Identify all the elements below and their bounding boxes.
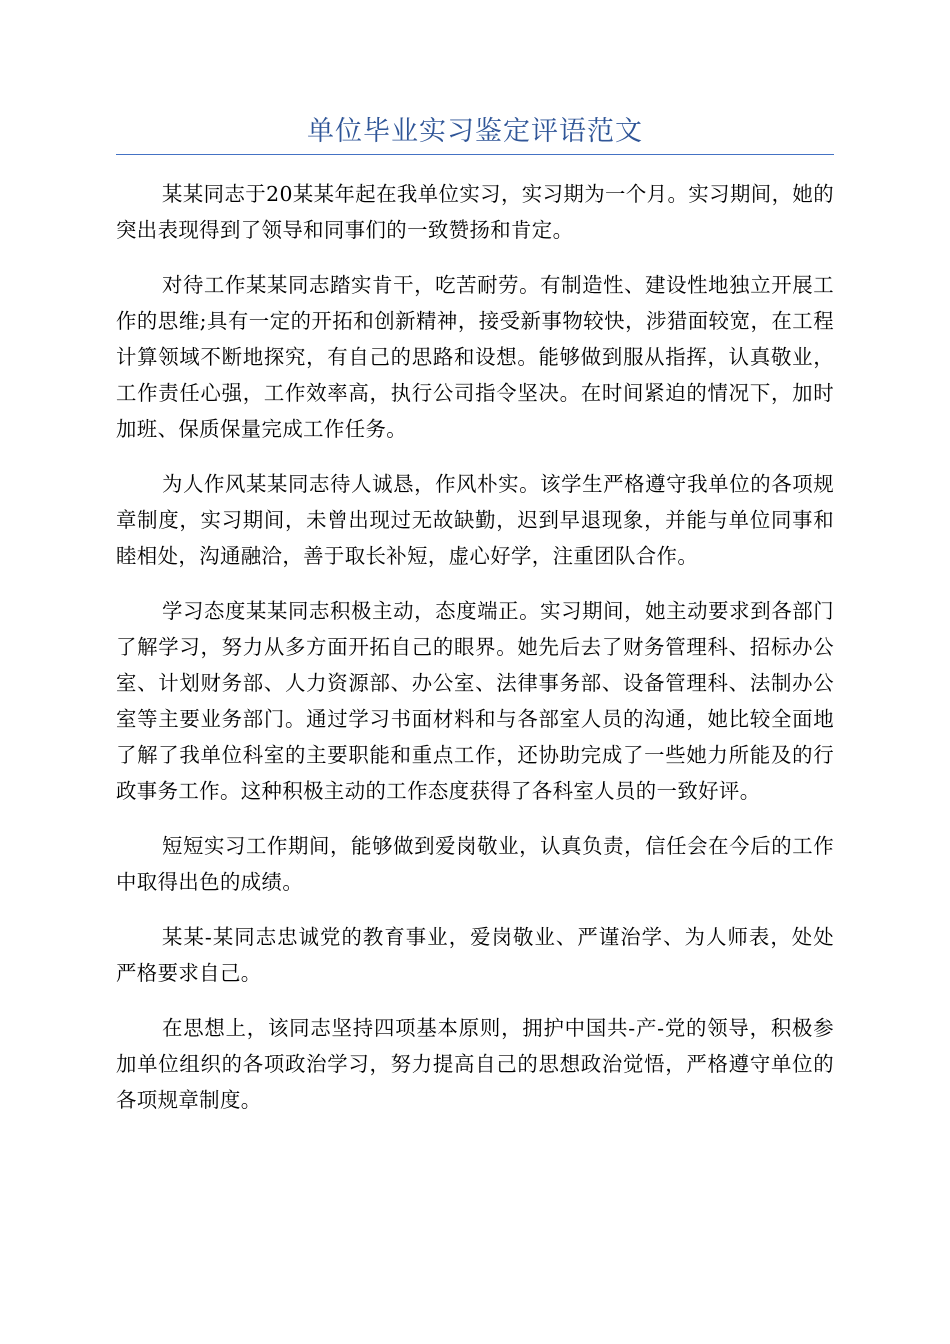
paragraph-conduct: 为人作风某某同志待人诚恳，作风朴实。该学生严格遵守我单位的各项规章制度，实习期间，未曾出现过无故缺勤，迟到早退现象，并能与单位同事和睦相处，沟通融洽，善于取长补短，虚心好学，注重团队合作。	[116, 472, 834, 568]
title-underline	[116, 154, 834, 155]
paragraph-summary: 短短实习工作期间，能够做到爱岗敬业，认真负责，信任会在今后的工作中取得出色的成绩。	[116, 834, 834, 894]
paragraph-ideology: 在思想上，该同志坚持四项基本原则，拥护中国共-产-党的领导，积极参加单位组织的各项政治学习，努力提高自己的思想政治觉悟，严格遵守单位的各项规章制度。	[116, 1016, 834, 1112]
paragraph-work-attitude: 对待工作某某同志踏实肯干，吃苦耐劳。有制造性、建设性地独立开展工作的思维;具有一定的开拓和创新精神，接受新事物较快，涉猎面较宽，在工程计算领域不断地探究，有自己的思路和设想。能够做到服从指挥，认真敬业，工作责任心强，工作效率高，执行公司指令坚决。在时间紧迫的情况下，加时加班、保质保量完成工作任务。	[116, 273, 834, 441]
paragraph-loyalty: 某某-某同志忠诚党的教育事业，爱岗敬业、严谨治学、为人师表，处处严格要求自己。	[116, 925, 834, 985]
document-body	[116, 176, 834, 1137]
paragraph-learning-attitude: 学习态度某某同志积极主动，态度端正。实习期间，她主动要求到各部门了解学习，努力从多方面开拓自己的眼界。她先后去了财务管理科、招标办公室、计划财务部、人力资源部、办公室、法律事务部、设备管理科、法制办公室等主要业务部门。通过学习书面材料和与各部室人员的沟通，她比较全面地了解了我单位科室的主要职能和重点工作，还协助完成了一些她力所能及的行政事务工作。这种积极主动的工作态度获得了各科室人员的一致好评。	[116, 599, 834, 803]
document-title: 单位毕业实习鉴定评语范文	[307, 116, 643, 147]
paragraph-intro: 某某同志于20某某年起在我单位实习，实习期为一个月。实习期间，她的突出表现得到了领导和同事们的一致赞扬和肯定。	[116, 182, 834, 242]
